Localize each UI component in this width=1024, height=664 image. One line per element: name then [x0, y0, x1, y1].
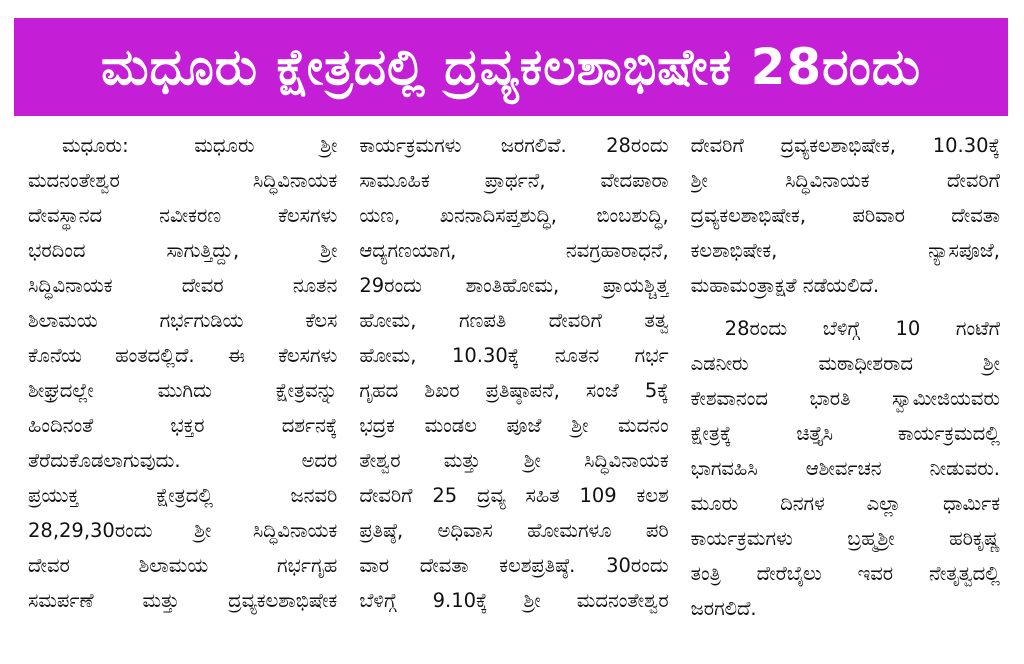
text-line: ಕಾರ್ಯಕ್ರಮಗಳು ಬ್ರಹ್ಮಶ್ರೀ ಹರಿಕೃಷ್ಣ: [690, 527, 1000, 550]
text-line: ತೇಶ್ವರ ಮತ್ತು ಶ್ರೀ ಸಿದ್ಧಿವಿನಾಯಕ: [359, 449, 669, 472]
article-body: [28, 128, 1000, 656]
text-line: ಪ್ರತಿಷ್ಠೆ, ಅಧಿವಾಸ ಹೋಮಗಳೂ ಪರಿ: [359, 519, 669, 542]
text-line: ಭಾಗವಹಿಸಿ ಆಶೀರ್ವಚನ ನೀಡುವರು.: [690, 457, 1000, 480]
text-line: ಕೇಶವಾನಂದ ಭಾರತಿ ಸ್ವಾಮೀಜಿಯವರು: [690, 387, 1000, 410]
article-column-3: [691, 128, 1000, 656]
text-line: ಹೋಮ, 10.30ಕ್ಕೆ ನೂತನ ಗರ್ಭ: [359, 344, 669, 367]
text-line: ಶೀಘ್ರದಲ್ಲೇ ಮುಗಿದು ಕ್ಷೇತ್ರವನ್ನು: [28, 379, 338, 402]
text-line: ಕಾರ್ಯಕ್ರಮಗಳು ಜರಗಲಿವೆ. 28ರಂದು: [359, 134, 669, 157]
text-line: 29ರಂದು ಶಾಂತಿಹೋಮ, ಪ್ರಾಯಶ್ಚಿತ್ತ: [359, 274, 669, 297]
text-line: ಎಡನೀರು ಮಠಾಧೀಶರಾದ ಶ್ರೀ: [690, 352, 1000, 375]
text-line: ಕೊನೆಯ ಹಂತದಲ್ಲಿದೆ. ಈ ಕೆಲಸಗಳು: [28, 344, 338, 367]
text-line: ಜರಗಲಿದೆ.: [690, 597, 757, 620]
text-line: ಯಣ, ಖನನಾದಿಸಪ್ತಶುದ್ಧಿ, ಬಿಂಬಶುದ್ಧಿ,: [359, 204, 669, 227]
text-line: ವಾರ ದೇವತಾ ಕಲಶಪ್ರತಿಷ್ಠೆ. 30ರಂದು: [359, 554, 669, 577]
text-line: ಮದನಂತೇಶ್ವರ ಸಿದ್ಧಿವಿನಾಯಕ: [28, 169, 338, 192]
paragraph-break: [691, 303, 1000, 311]
text-line: ಮೂರು ದಿನಗಳ ಎಲ್ಲಾ ಧಾರ್ಮಿಕ: [690, 492, 1000, 515]
text-line: ಆದ್ಯಗಣಯಾಗ, ನವಗ್ರಹಾರಾಧನೆ,: [359, 239, 669, 262]
text-line: ಬೆಳಿಗ್ಗೆ 9.10ಕ್ಕೆ ಶ್ರೀ ಮದನಂತೇಶ್ವರ: [359, 589, 669, 612]
text-line: ಭದ್ರಕ ಮಂಡಲ ಪೂಜೆ ಶ್ರೀ ಮದನಂ: [359, 414, 669, 437]
text-line: ಶ್ರೀ ಸಿದ್ಧಿವಿನಾಯಕ ದೇವರಿಗೆ: [690, 169, 1000, 192]
text-line: ಭರದಿಂದ ಸಾಗುತ್ತಿದ್ದು, ಶ್ರೀ: [28, 239, 338, 262]
headline-banner: [14, 18, 1008, 116]
text-line: ಸಾಮೂಹಿಕ ಪ್ರಾರ್ಥನೆ, ವೇದಪಾರಾ: [359, 169, 669, 192]
text-line: ಕಲಶಾಭಿಷೇಕ, ನ್ಯಾಸಪೂಜೆ,: [690, 239, 1000, 262]
text-line: ದ್ರವ್ಯಕಲಶಾಭಿಷೇಕ, ಪರಿವಾರ ದೇವತಾ: [690, 204, 1000, 227]
text-line: ಪ್ರಯುಕ್ತ ಕ್ಷೇತ್ರದಲ್ಲಿ ಜನವರಿ: [28, 484, 338, 507]
headline-title: ಮಧೂರು ಕ್ಷೇತ್ರದಲ್ಲಿ ದ್ರವ್ಯಕಲಶಾಭಿಷೇಕ 28ರಂದು: [100, 37, 921, 96]
text-line: 28ರಂದು ಬೆಳಿಗ್ಗೆ 10 ಗಂಟೆಗೆ: [724, 317, 1000, 340]
article-column-2: [359, 128, 668, 656]
article-column-1: [28, 128, 337, 656]
text-line: 28,29,30ರಂದು ಶ್ರೀ ಸಿದ್ಧಿವಿನಾಯಕ: [28, 519, 338, 542]
text-line: ತೆರೆದುಕೊಡಲಾಗುವುದು. ಅದರ: [28, 449, 338, 472]
text-line: ದೇವರ ಶಿಲಾಮಯ ಗರ್ಭಗೃಹ: [28, 554, 338, 577]
text-line: ಶಿಲಾಮಯ ಗರ್ಭಗುಡಿಯ ಕೆಲಸ: [28, 309, 338, 332]
text-line: ಹಿಂದಿನಂತೆ ಭಕ್ತರ ದರ್ಶನಕ್ಕೆ: [28, 414, 338, 437]
text-line: ಹೋಮ, ಗಣಪತಿ ದೇವರಿಗೆ ತತ್ವ: [359, 309, 669, 332]
text-line: ಮಹಾಮಂತ್ರಾಕ್ಷತೆ ನಡೆಯಲಿದೆ.: [690, 274, 880, 297]
text-line: ತಂತ್ರಿ ದೇರೆಬೈಲು ಇವರ ನೇತೃತ್ವದಲ್ಲಿ: [690, 562, 1000, 585]
text-line: ದೇವರಿಗೆ 25 ದ್ರವ್ಯ ಸಹಿತ 109 ಕಲಶ: [359, 484, 669, 507]
text-line: ಕ್ಷೇತ್ರಕ್ಕೆ ಚಿತ್ತೈಸಿ ಕಾರ್ಯಕ್ರಮದಲ್ಲಿ: [690, 422, 1000, 445]
text-line: ಗೃಹದ ಶಿಖರ ಪ್ರತಿಷ್ಠಾಪನೆ, ಸಂಜೆ 5ಕ್ಕೆ: [359, 379, 669, 402]
text-line: ದೇವಸ್ಥಾನದ ನವೀಕರಣ ಕೆಲಸಗಳು: [28, 204, 338, 227]
text-line: ದೇವರಿಗೆ ದ್ರವ್ಯಕಲಶಾಭಿಷೇಕ, 10.30ಕ್ಕೆ: [690, 134, 1000, 157]
text-line: ಸಿದ್ಧಿವಿನಾಯಕ ದೇವರ ನೂತನ: [28, 274, 338, 297]
text-line: ಸಮರ್ಪಣೆ ಮತ್ತು ದ್ರವ್ಯಕಲಶಾಭಿಷೇಕ: [28, 589, 338, 612]
text-line: ಮಧೂರು: ಮಧೂರು ಶ್ರೀ: [62, 134, 338, 157]
